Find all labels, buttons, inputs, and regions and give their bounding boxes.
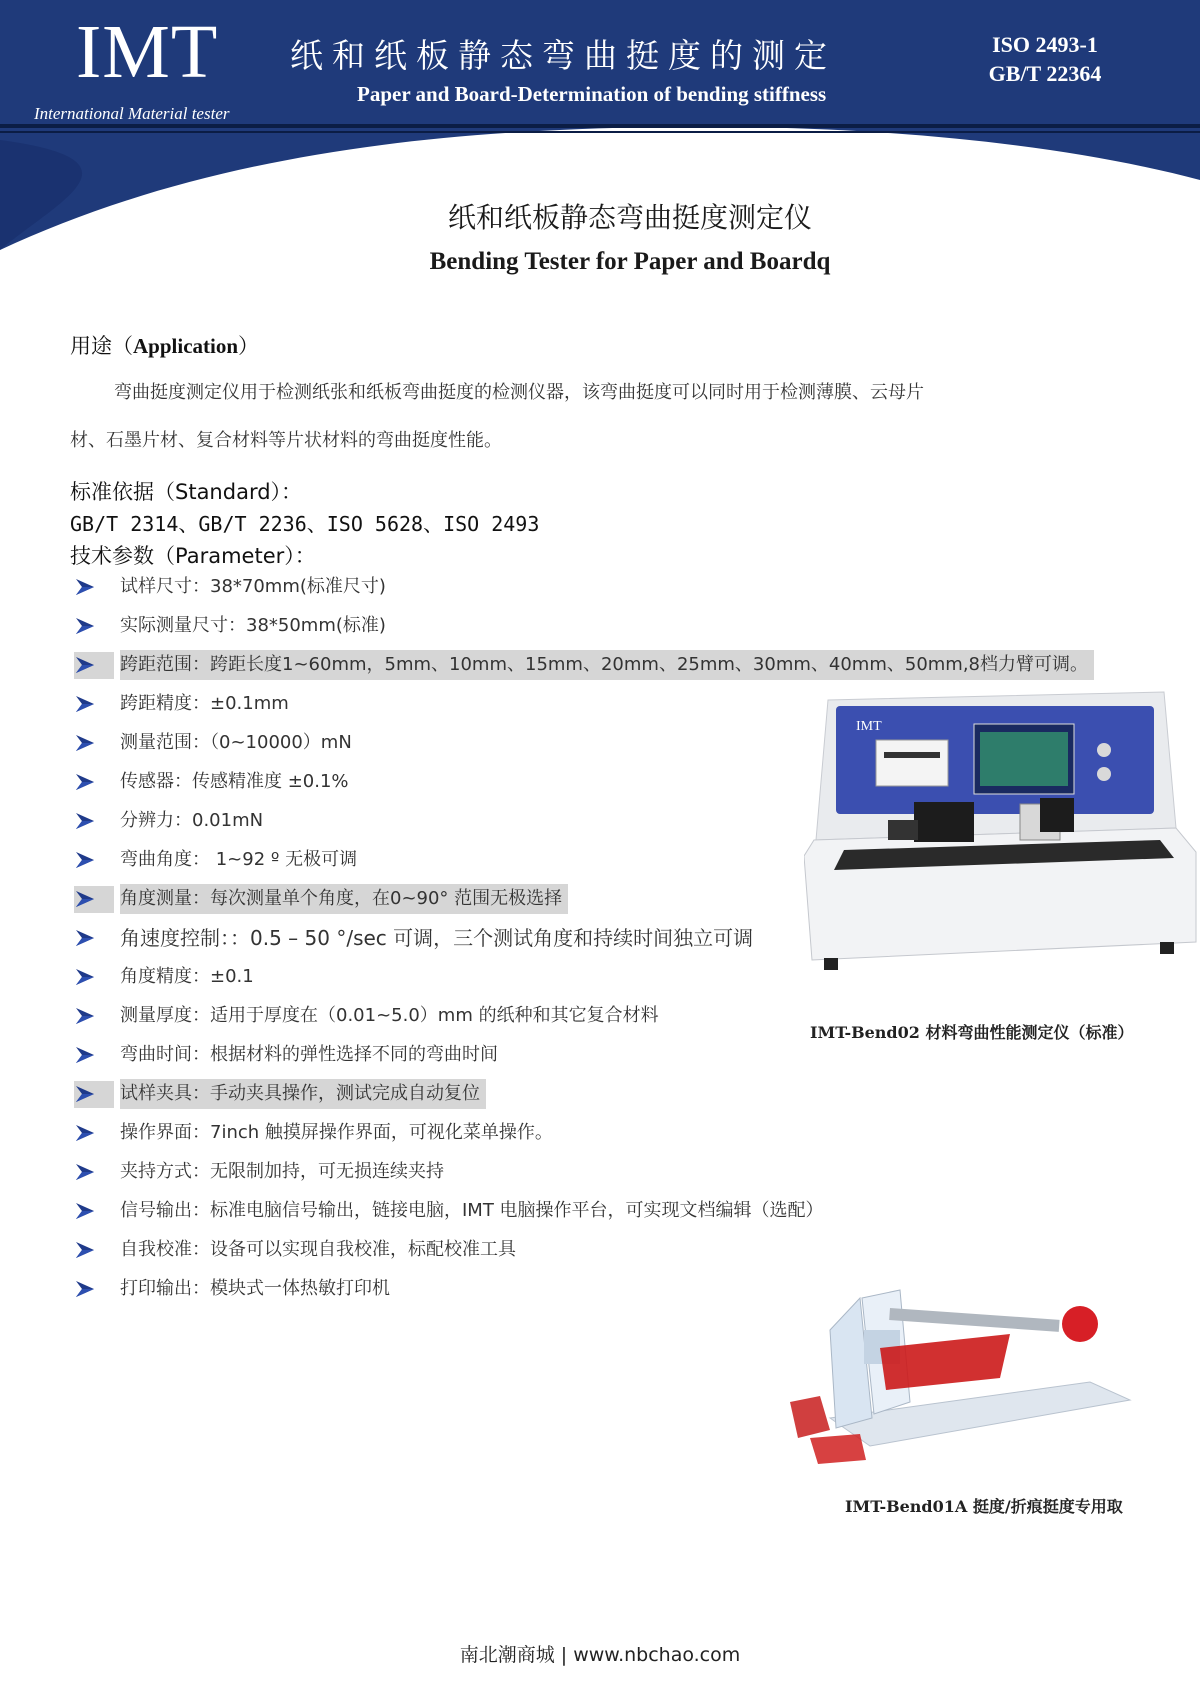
parameter-text: 测量范围：（0~10000）mN: [120, 732, 352, 753]
application-paragraph-2: 材、石墨片材、复合材料等片状材料的弯曲挺度性能。: [70, 430, 502, 451]
parameter-text: 角度精度：±0.1: [120, 966, 254, 987]
arrow-bullet-icon: [76, 1047, 94, 1063]
arrow-bullet-icon: [76, 618, 94, 634]
parameter-text: 夹持方式：无限制加持，可无损连续夹持: [120, 1161, 444, 1182]
parameter-text: 跨距精度：±0.1mm: [120, 693, 289, 714]
parameter-heading: 技术参数（Parameter）：: [70, 544, 316, 568]
footer-site: 南北潮商城 | www.nbchao.com: [459, 1644, 741, 1666]
parameter-text: 跨距范围：跨距长度1~60mm，5mm、10mm、15mm、20mm、25mm、30mm、40mm、50mm,8档力臂可调。: [120, 650, 1094, 680]
parameter-text: 打印输出：模块式一体热敏打印机: [120, 1278, 390, 1299]
header-standards: [980, 30, 1110, 88]
parameter-text: 传感器：传感精准度 ±0.1%: [120, 771, 349, 792]
arrow-bullet-icon: [76, 657, 94, 673]
standard-list: GB/T 2314、GB/T 2236、ISO 5628、ISO 2493: [70, 512, 540, 536]
parameter-text: 分辨力：0.01mN: [120, 810, 264, 831]
arrow-bullet-icon: [76, 969, 94, 985]
parameter-text: 角度测量：每次测量单个角度，在0~90° 范围无极选择: [120, 884, 568, 914]
panel-logo: IMT: [856, 719, 882, 734]
parameter-text: 弯曲角度： 1~92 º 无极可调: [120, 849, 358, 870]
bending-tester-image: [804, 680, 1200, 980]
panel-button-2: [1097, 767, 1111, 781]
application-heading-end: ）: [238, 334, 260, 358]
document-title-en: Bending Tester for Paper and Boardq: [429, 248, 831, 275]
header-title-cn: 纸和纸板静态弯曲挺度的测定: [290, 36, 836, 75]
standard-iso: ISO 2493-1: [992, 32, 1098, 57]
parameter-text: 试样夹具：手动夹具操作，测试完成自动复位: [120, 1079, 486, 1109]
parameter-text: 信号输出：标准电脑信号输出，链接电脑，IMT 电脑操作平台，可实现文档编辑（选配）: [120, 1200, 824, 1221]
parameter-text: 操作界面：7inch 触摸屏操作界面，可视化菜单操作。: [120, 1122, 553, 1143]
figure-2-caption: IMT-Bend01A 挺度/折痕挺度专用取: [845, 1497, 1123, 1516]
application-heading-en: Application: [133, 334, 239, 358]
application-heading-cn: 用途（: [70, 334, 133, 358]
parameter-text: 弯曲时间：根据材料的弹性选择不同的弯曲时间: [120, 1044, 498, 1065]
logo-subtitle: International Material tester: [34, 104, 230, 123]
header-title-en: Paper and Board-Determination of bending stiffness: [357, 82, 827, 106]
standard-heading: 标准依据（Standard）：: [70, 480, 303, 504]
arrow-bullet-icon: [76, 1242, 94, 1258]
sample-cutter-image: [790, 1278, 1160, 1464]
parameter-text: 实际测量尺寸：38*50mm(标准): [120, 615, 386, 636]
imt-logo: IMT: [76, 10, 219, 94]
document-title-cn: 纸和纸板静态弯曲挺度测定仪: [447, 201, 812, 234]
cutter-arm: [889, 1308, 1059, 1332]
figure-1-caption: IMT-Bend02 材料弯曲性能测定仪（标准）: [810, 1023, 1134, 1042]
panel-button-1: [1097, 743, 1111, 757]
parameter-text: 测量厚度：适用于厚度在（0.01~5.0）mm 的纸种和其它复合材料: [120, 1005, 659, 1026]
application-paragraph-1: 弯曲挺度测定仪用于检测纸张和纸板弯曲挺度的检测仪器，该弯曲挺度可以同时用于检测薄膜、云母片: [114, 382, 924, 403]
handle-ball: [1062, 1306, 1098, 1342]
application-heading: [70, 330, 259, 360]
arrow-bullet-icon: [76, 813, 94, 829]
arrow-bullet-icon: [76, 852, 94, 868]
arrow-bullet-icon: [76, 1125, 94, 1141]
arrow-bullet-icon: [76, 735, 94, 751]
parameter-text: 角速度控制：：0.5 – 50 °/sec 可调，三个测试角度和持续时间独立可调: [120, 926, 754, 950]
arrow-bullet-icon: [76, 1281, 94, 1297]
parameter-text: 自我校准：设备可以实现自我校准，标配校准工具: [120, 1239, 516, 1260]
arrow-bullet-icon: [76, 774, 94, 790]
arrow-bullet-icon: [76, 696, 94, 712]
arrow-bullet-icon: [76, 1164, 94, 1180]
arrow-bullet-icon: [76, 1008, 94, 1024]
arrow-bullet-icon: [76, 1203, 94, 1219]
arrow-bullet-icon: [76, 1086, 94, 1102]
printer-slot: [876, 740, 948, 786]
parameter-text: 试样尺寸：38*70mm(标准尺寸): [120, 576, 386, 597]
arrow-bullet-icon: [76, 579, 94, 595]
clamp-right: [1040, 798, 1074, 832]
clamp-left: [914, 802, 974, 842]
standard-gbt: GB/T 22364: [988, 61, 1102, 86]
arrow-bullet-icon: [76, 930, 94, 946]
arrow-bullet-icon: [76, 891, 94, 907]
